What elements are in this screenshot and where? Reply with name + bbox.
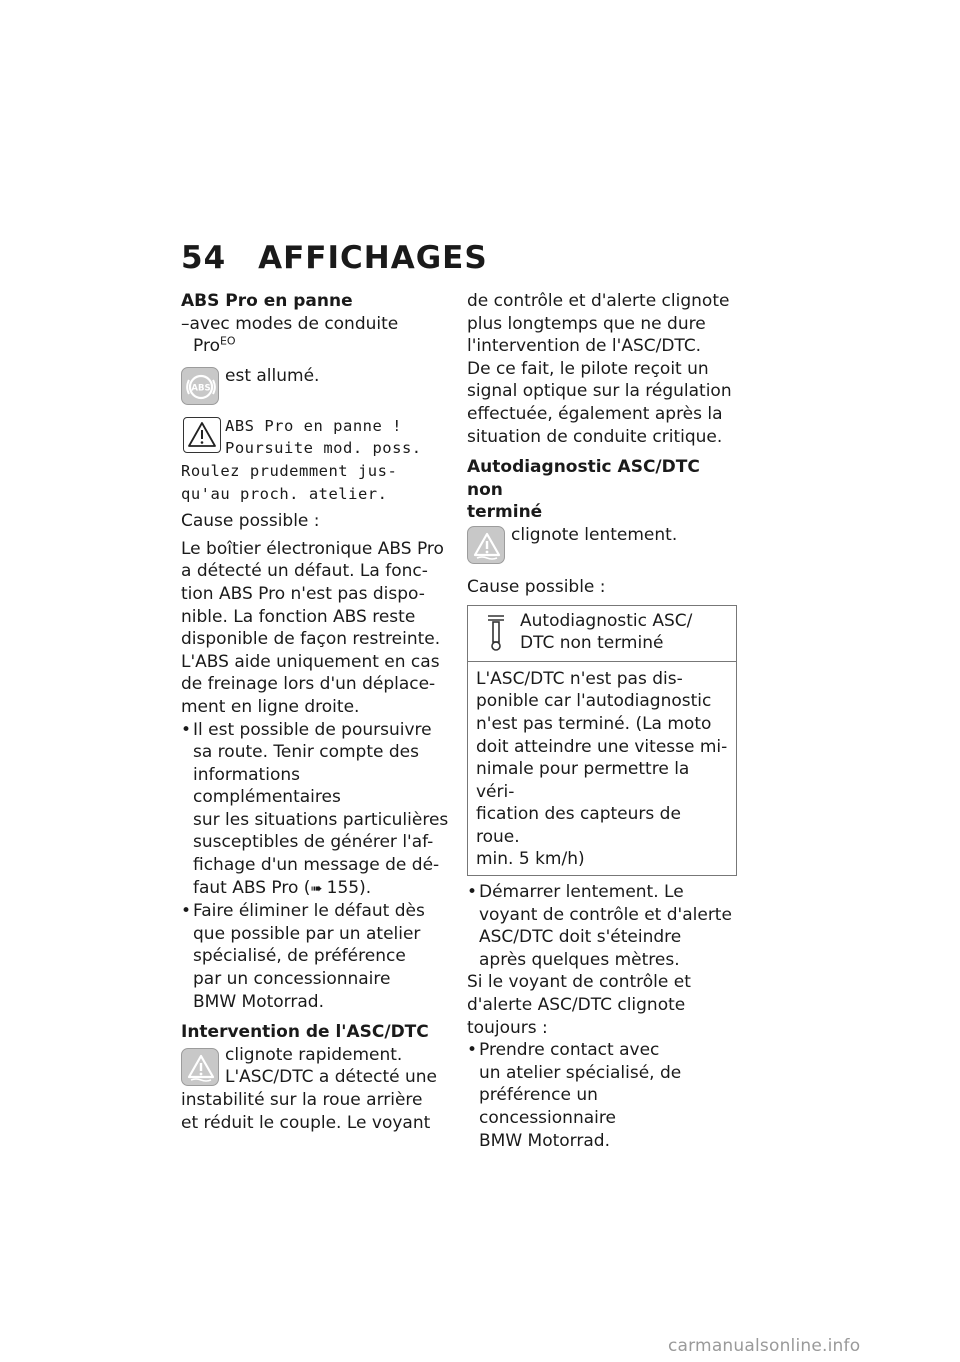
message-line-2: Poursuite mod. poss. [225, 439, 422, 458]
condition-eo-superscript: EO [219, 334, 236, 348]
cause-label: Cause possible : [181, 511, 320, 532]
bullet-line: voyant de contrôle et d'alerte [479, 904, 732, 925]
info-box-title: Autodiagnostic ASC/ [520, 610, 693, 631]
info-box-body [468, 662, 736, 875]
bullet-line: Démarrer lentement. Le [479, 882, 684, 903]
bullet-line: Faire éliminer le défaut dès [193, 901, 425, 922]
continuation-line: De ce fait, le pilote reçoit un [467, 358, 709, 379]
asc-lamp-line-1: clignote rapidement. [225, 1044, 403, 1065]
bullet-line: que possible par un atelier [193, 923, 421, 944]
info-line: doit atteindre une vitesse mi- [476, 736, 728, 757]
cause-line: disponible de façon restreinte. [181, 629, 441, 650]
asc-lamp-row-slow [467, 524, 739, 568]
info-line: L'ASC/DTC n'est pas dis- [476, 668, 683, 689]
list-item [467, 881, 739, 971]
continuation-line: situation de conduite critique. [467, 426, 723, 447]
bullet-dot: • [467, 1040, 478, 1061]
cause-paragraph [181, 538, 453, 719]
bullet-line: ASC/DTC doit s'éteindre [479, 927, 682, 948]
asc-lamp-line-2: L'ASC/DTC a détecté une [225, 1067, 437, 1088]
bullet-line: spécialisé, de préférence [193, 946, 406, 967]
message-line-1: ABS Pro en panne ! [225, 416, 402, 435]
abs-lamp-row [181, 363, 453, 407]
bullet-line: BMW Motorrad. [193, 991, 324, 1012]
info-box-title-2: DTC non terminé [520, 633, 664, 654]
abs-lamp-text: est allumé. [225, 365, 320, 386]
asc-dtc-lamp-icon [181, 1048, 219, 1086]
bullet-line: sa route. Tenir compte des [193, 742, 419, 763]
condition-line-2 [181, 335, 453, 358]
bullet-line: informations complémentaires [193, 764, 341, 808]
info-line: ponible car l'autodiagnostic [476, 691, 712, 712]
page-reference[interactable]: 155). [326, 877, 372, 898]
continuation-line: signal optique sur la régulation [467, 381, 732, 402]
list-item [467, 1039, 739, 1152]
wrench-icon [484, 612, 508, 652]
cause-line: nible. La fonction ABS reste [181, 606, 416, 627]
bullet-dot: • [181, 719, 192, 740]
followup-line: toujours : [467, 1017, 548, 1038]
list-item [181, 719, 453, 901]
bullet-line-ref [193, 877, 453, 901]
list-item [181, 900, 453, 1013]
bullet-line: Il est possible de poursuivre [193, 719, 432, 740]
asc-text-line: instabilité sur la roue arrière [181, 1090, 423, 1110]
right-column [467, 290, 739, 1152]
section-heading-self-diagnosis-2: terminé [467, 502, 543, 523]
cause-line: ment en ligne droite. [181, 696, 360, 717]
cause-label-right: Cause possible : [467, 576, 606, 597]
watermark: carmanualsonline.info [668, 1336, 861, 1356]
info-box-header [468, 606, 736, 662]
condition-line: –avec modes de conduite [181, 313, 399, 334]
followup-line: Si le voyant de contrôle et [467, 972, 691, 993]
message-line-3: Roulez prudemment jus- [181, 461, 398, 480]
continuation-line: de contrôle et d'alerte clignote [467, 291, 730, 311]
bullet-line: susceptibles de générer l'af- [193, 832, 434, 853]
arrow-right-icon: ➠ [310, 880, 327, 897]
bullet-dot: • [181, 901, 192, 922]
cause-line: Le boîtier électronique ABS Pro [181, 538, 444, 559]
cause-line: a détecté un défaut. La fonc- [181, 561, 428, 582]
page-title: AFFICHAGES [258, 240, 488, 276]
info-line: fication des capteurs de roue. [476, 804, 681, 847]
page-header [181, 240, 488, 276]
message-line-4: qu'au proch. atelier. [181, 484, 388, 503]
asc-dtc-lamp-icon [467, 526, 505, 564]
info-line: nimale pour permettre la véri- [476, 759, 690, 802]
section-heading-abs-pro: ABS Pro en panne [181, 291, 353, 311]
bullet-line: un atelier spécialisé, de [479, 1062, 682, 1083]
asc-lamp-row-fast [181, 1044, 453, 1089]
bullet-line: préférence un concessionnaire [479, 1085, 616, 1128]
cause-line: tion ABS Pro n'est pas dispo- [181, 583, 425, 604]
bullet-line: Prendre contact avec [479, 1040, 660, 1061]
info-box [467, 605, 737, 877]
continuation-line: effectuée, également après la [467, 403, 723, 424]
section-heading-asc-intervention: Intervention de l'ASC/DTC [181, 1022, 429, 1043]
display-message [181, 415, 453, 505]
asc-slow-lamp-text: clignote lentement. [511, 524, 678, 545]
bullet-line: par un concessionnaire [193, 969, 391, 990]
condition-pro: Pro [193, 336, 220, 357]
warning-triangle-icon [183, 417, 221, 453]
svg-text:ABS: ABS [191, 383, 211, 394]
bullet-text: faut ABS Pro ( [193, 877, 311, 898]
bullet-dot: • [467, 882, 478, 903]
page-number: 54 [181, 240, 227, 276]
info-line: min. 5 km/h) [476, 849, 585, 870]
abs-warning-lamp-icon [181, 367, 219, 405]
bullet-line: sur les situations particulières [193, 809, 449, 830]
cause-line: L'ABS aide uniquement en cas [181, 651, 440, 672]
asc-text-line: et réduit le couple. Le voyant [181, 1112, 431, 1133]
section-heading-self-diagnosis: Autodiagnostic ASC/DTC non [467, 457, 700, 500]
bullet-line: fichage d'un message de dé- [193, 855, 440, 876]
cause-line: de freinage lors d'un déplace- [181, 674, 436, 695]
left-column [181, 290, 453, 1134]
bullet-line: BMW Motorrad. [479, 1130, 610, 1151]
bullet-line: après quelques mètres. [479, 949, 680, 970]
info-line: n'est pas terminé. (La moto [476, 713, 712, 734]
continuation-line: plus longtemps que ne dure [467, 313, 706, 334]
followup-line: d'alerte ASC/DTC clignote [467, 995, 686, 1016]
continuation-line: l'intervention de l'ASC/DTC. [467, 336, 702, 357]
